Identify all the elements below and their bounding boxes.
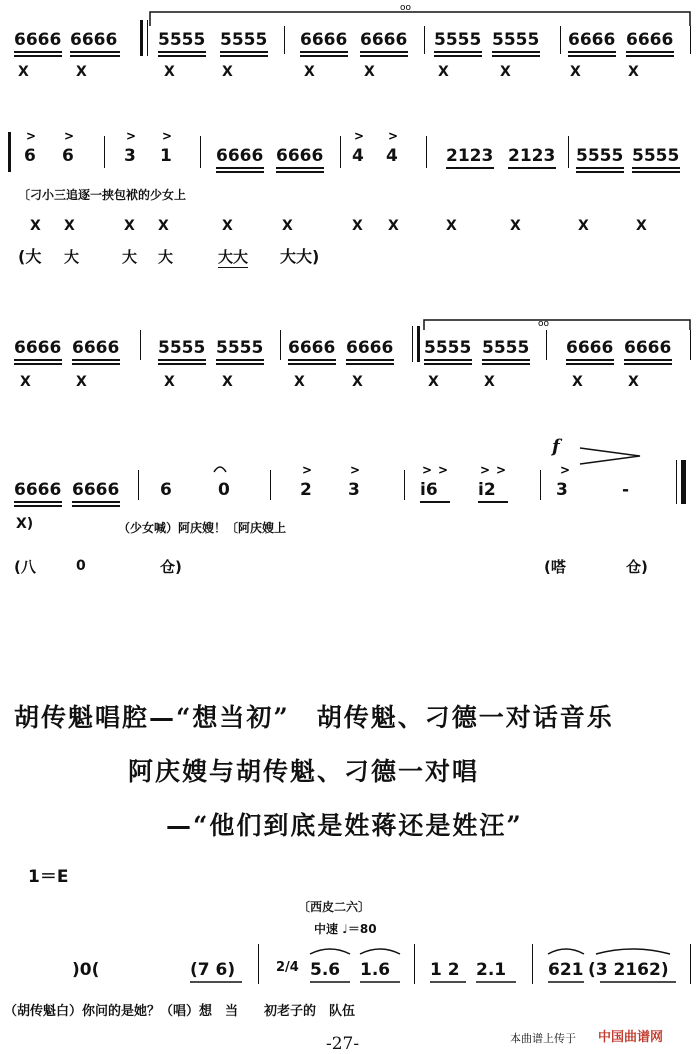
svg-text:oo: oo <box>538 319 550 329</box>
svg-text:>: > <box>26 129 37 143</box>
beat-mark: X <box>636 218 647 234</box>
note-group: 6666 <box>216 146 264 166</box>
beat-mark: X <box>364 64 375 80</box>
svg-text:>: > <box>64 129 75 143</box>
beat-mark: X <box>352 374 363 390</box>
title-line: —“他们到底是姓蒋还是姓汪” <box>166 811 523 840</box>
svg-text:>: > <box>388 129 399 143</box>
svg-text:>: > <box>302 463 313 477</box>
note-group: 2123 <box>508 146 556 166</box>
beat-mark: X <box>76 64 87 80</box>
beat-mark: X <box>628 64 639 80</box>
note-group: 5555 <box>424 338 472 358</box>
note-group: 5555 <box>632 146 680 166</box>
beat-mark: X <box>438 64 449 80</box>
note-group: 5555 <box>158 30 206 50</box>
note-group: 6666 <box>14 480 62 500</box>
title-line: 胡传魁唱腔—“想当初” 胡传魁、刁德一对话音乐 <box>14 703 614 732</box>
note-group: 6666 <box>566 338 614 358</box>
percussion: 大大 <box>218 248 249 266</box>
svg-text:>: > <box>438 463 449 477</box>
beat-mark: X <box>30 218 41 234</box>
beat-mark: X <box>578 218 589 234</box>
beat-mark: X <box>428 374 439 390</box>
note-group: 6666 <box>360 30 408 50</box>
note-group: 5555 <box>220 30 268 50</box>
beat-mark: X <box>282 218 293 234</box>
percussion: 0 <box>76 558 86 574</box>
beat-mark: X <box>352 218 363 234</box>
note-group: 6666 <box>624 338 672 358</box>
key-signature: 1＝E <box>28 867 69 887</box>
stage-direction: 〔刁小三追逐一挟包袱的少女上 <box>18 188 187 202</box>
percussion: 大大) <box>280 247 320 266</box>
beat-mark: X <box>124 218 135 234</box>
note-pair: i2 <box>478 480 496 500</box>
note-group: 5555 <box>434 30 482 50</box>
note-group: 5.6 <box>310 960 341 980</box>
beat-mark: X <box>158 218 169 234</box>
note-group: 1.6 <box>360 960 391 980</box>
beat-mark: X <box>164 374 175 390</box>
svg-text:>: > <box>480 463 491 477</box>
watermark-text: 本曲谱上传于 <box>510 1032 576 1045</box>
note: 3 <box>348 480 360 500</box>
note-group: (7 6) <box>190 960 236 980</box>
beat-mark: X <box>20 374 31 390</box>
svg-text:>: > <box>560 463 571 477</box>
note-group: 5555 <box>482 338 530 358</box>
note: 3 <box>124 146 136 166</box>
beat-mark: X <box>164 64 175 80</box>
beat-mark: X <box>294 374 305 390</box>
note-group: 6666 <box>346 338 394 358</box>
note-group: 6666 <box>626 30 674 50</box>
note: 1 <box>160 146 172 166</box>
note-group: 6666 <box>72 480 120 500</box>
beat-mark: X <box>222 218 233 234</box>
dynamic-marking: f <box>552 436 560 457</box>
note-group: 6666 <box>568 30 616 50</box>
note: 0 <box>218 480 230 500</box>
note-pair: i6 <box>420 480 438 500</box>
note: 2 <box>300 480 312 500</box>
percussion: 仓) <box>626 558 648 576</box>
beat-mark: X <box>304 64 315 80</box>
beat-mark: X <box>18 64 29 80</box>
svg-text:>: > <box>162 129 173 143</box>
percussion: 大 <box>122 248 138 266</box>
note-group: 621 <box>548 960 584 980</box>
svg-text:>: > <box>496 463 507 477</box>
svg-text:>: > <box>126 129 137 143</box>
stage-direction: （少女喊）阿庆嫂！〔阿庆嫂上 <box>118 521 287 535</box>
note-group: 6666 <box>300 30 348 50</box>
note-group: 5555 <box>492 30 540 50</box>
note-group: 5555 <box>576 146 624 166</box>
beat-mark: X <box>510 218 521 234</box>
note-group: 6666 <box>70 30 118 50</box>
beat-mark: X <box>222 374 233 390</box>
note-group: 6666 <box>276 146 324 166</box>
page-number: -27- <box>326 1034 360 1054</box>
beat-mark: X <box>572 374 583 390</box>
note-group: 1 2 <box>430 960 460 980</box>
beat-mark: X <box>76 374 87 390</box>
note: 6 <box>24 146 36 166</box>
beat-mark: X <box>388 218 399 234</box>
time-signature: 2/4 <box>276 960 299 975</box>
beam-lines <box>14 52 674 56</box>
beat-mark: X <box>446 218 457 234</box>
site-logo: 中国曲谱网 <box>598 1030 664 1045</box>
beat-mark: X <box>500 64 511 80</box>
beat-mark: X) <box>16 516 34 532</box>
note-group: 5555 <box>158 338 206 358</box>
percussion: 大 <box>158 248 174 266</box>
note-group: (3 2162) <box>588 960 669 980</box>
percussion: 仓) <box>160 558 182 576</box>
note: 6 <box>62 146 74 166</box>
tune-name: 〔西皮二六〕 <box>298 900 371 914</box>
percussion: (八 <box>14 558 36 576</box>
svg-text:>: > <box>422 463 433 477</box>
note-group: 6666 <box>14 30 62 50</box>
lyric-line: （胡传魁白）你问的是她？（唱）想 当 初老子的 队伍 <box>4 1004 356 1019</box>
percussion: 大 <box>64 248 80 266</box>
note: 6 <box>160 480 172 500</box>
beat-mark: X <box>484 374 495 390</box>
note-group: 6666 <box>288 338 336 358</box>
note-group: 2.1 <box>476 960 507 980</box>
note: 3 <box>556 480 568 500</box>
tempo-marking: 中速 ♩＝80 <box>314 922 377 936</box>
svg-text:>: > <box>354 129 365 143</box>
percussion: (嗒 <box>544 558 566 576</box>
note: 4 <box>386 146 398 166</box>
beat-mark: X <box>628 374 639 390</box>
note-group: 5555 <box>216 338 264 358</box>
beat-mark: X <box>222 64 233 80</box>
beat-mark: X <box>570 64 581 80</box>
note: 4 <box>352 146 364 166</box>
percussion: (大 <box>18 247 42 266</box>
note-group: 6666 <box>14 338 62 358</box>
rest-marking: )0( <box>72 960 100 980</box>
note-group: 6666 <box>72 338 120 358</box>
note-group: 2123 <box>446 146 494 166</box>
title-line: 阿庆嫂与胡传魁、刁德一对唱 <box>128 757 480 786</box>
beat-mark: X <box>64 218 75 234</box>
svg-text:oo: oo <box>400 3 412 13</box>
svg-text:>: > <box>350 463 361 477</box>
note: - <box>622 480 630 500</box>
